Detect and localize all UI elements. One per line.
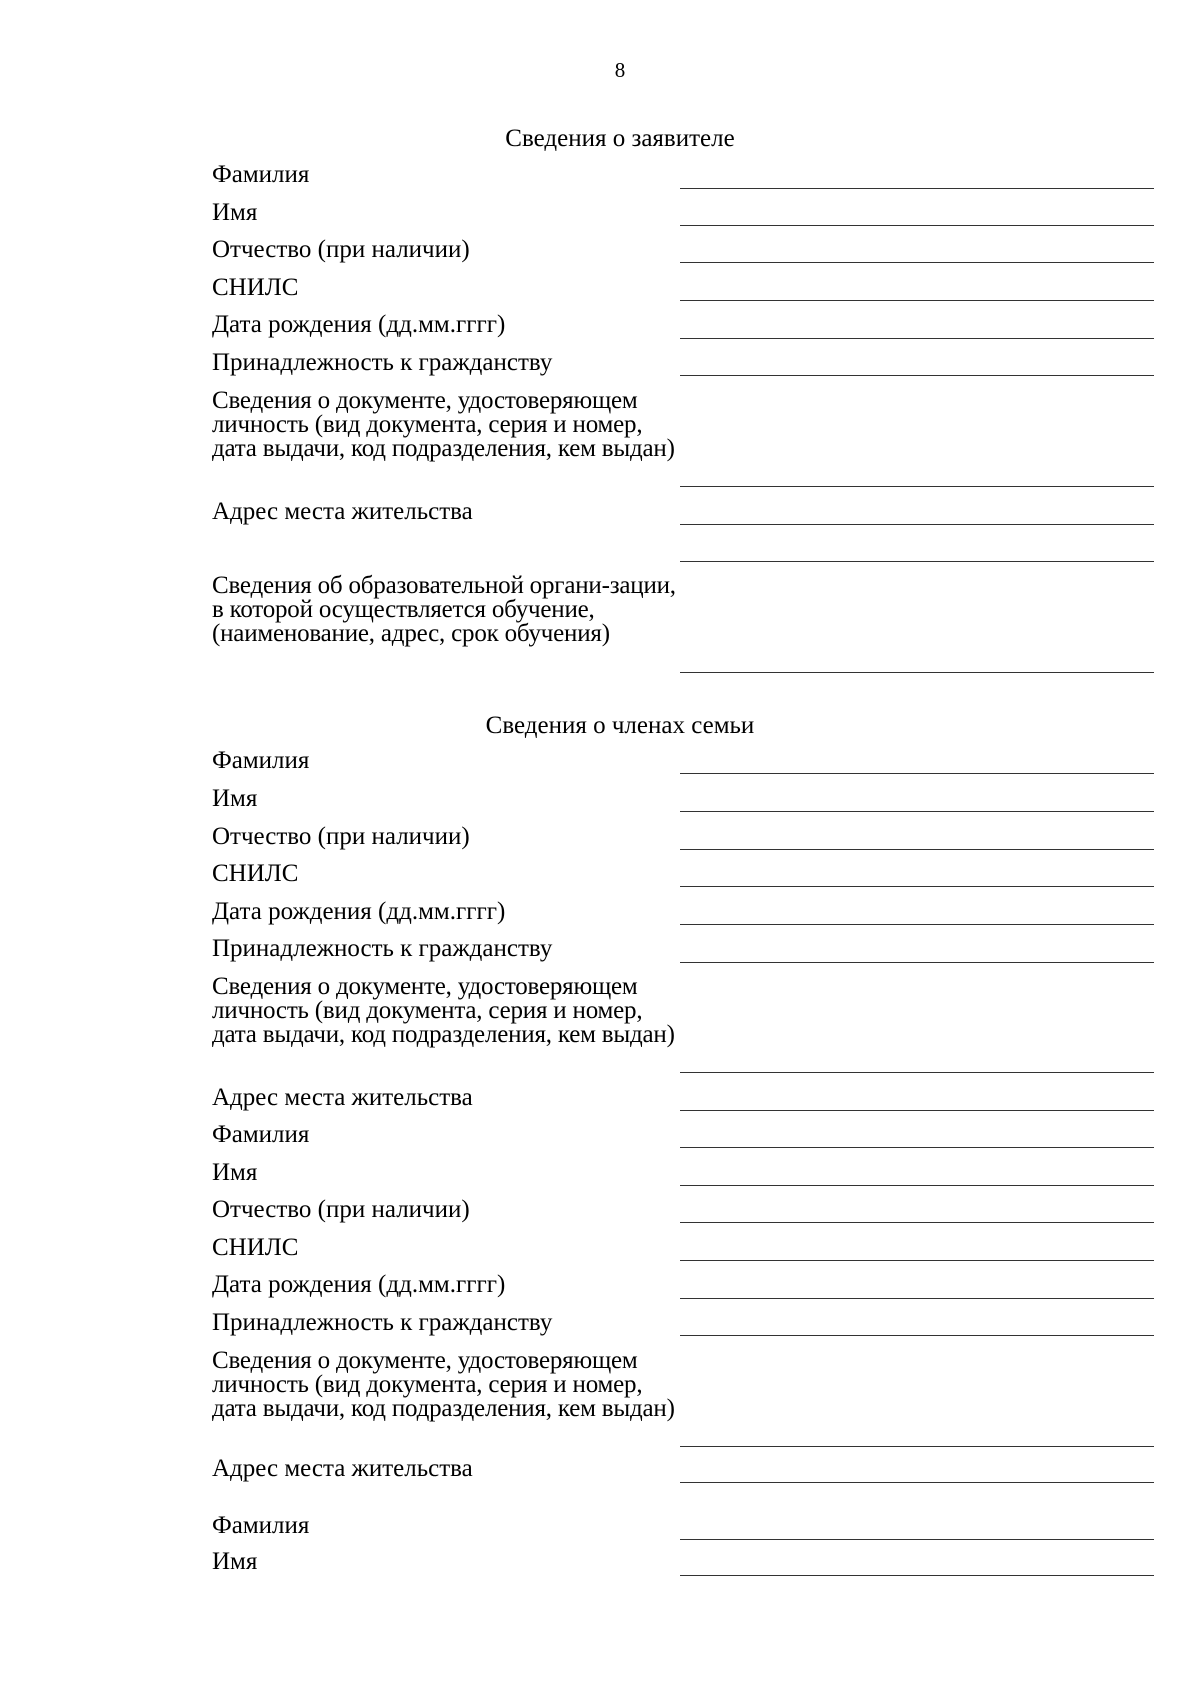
family-member-2-citizenship-label: Принадлежность к гражданству: [212, 1309, 553, 1336]
family-member-1-birth-date-field[interactable]: [680, 924, 1154, 925]
family-member-2-birth-date-label: Дата рождения (дд.мм.гггг): [212, 1271, 506, 1298]
family-member-1-id-document-label: Сведения о документе, удостоверяющем личность (вид документа, серия и номер, дата выдачи, код подразделения, кем выдан): [212, 973, 675, 1048]
applicant-id-document-label: Сведения о документе, удостоверяющем личность (вид документа, серия и номер, дата выдачи, код подразделения, кем выдан): [212, 387, 675, 462]
family-member-1-address-field[interactable]: [680, 1110, 1154, 1111]
family-member-1-birth-date-label: Дата рождения (дд.мм.гггг): [212, 898, 506, 925]
family-member-3-surname-field[interactable]: [680, 1539, 1154, 1540]
applicant-address-field[interactable]: [680, 524, 1154, 525]
family-member-1-name-field[interactable]: [680, 811, 1154, 812]
page-number: 8: [614, 58, 626, 82]
applicant-address-label: Адрес места жительства: [212, 498, 473, 525]
applicant-patronymic-label: Отчество (при наличии): [212, 236, 470, 263]
family-member-2-id-document-field[interactable]: [680, 1446, 1154, 1447]
family-member-2-citizenship-field[interactable]: [680, 1335, 1154, 1336]
family-member-3-surname-label: Фамилия: [212, 1512, 310, 1539]
family-member-1-citizenship-label: Принадлежность к гражданству: [212, 935, 553, 962]
family-member-2-birth-date-field[interactable]: [680, 1298, 1154, 1299]
family-member-1-address-label: Адрес места жительства: [212, 1084, 473, 1111]
applicant-address-field-extra[interactable]: [680, 561, 1154, 562]
family-member-2-surname-field[interactable]: [680, 1147, 1154, 1148]
applicant-name-label: Имя: [212, 199, 258, 226]
family-member-1-id-document-field[interactable]: [680, 1072, 1154, 1073]
family-member-1-snils-label: СНИЛС: [212, 860, 299, 887]
applicant-education-label: Сведения об образовательной органи-зации, в которой осуществляется обучение, (наименование, адрес, срок обучения): [212, 572, 676, 647]
family-member-2-address-label: Адрес места жительства: [212, 1455, 473, 1482]
applicant-surname-field[interactable]: [680, 188, 1154, 189]
applicant-id-document-field[interactable]: [680, 486, 1154, 487]
family-member-1-patronymic-field[interactable]: [680, 849, 1154, 850]
family-member-1-citizenship-field[interactable]: [680, 962, 1154, 963]
applicant-snils-field[interactable]: [680, 300, 1154, 301]
applicant-patronymic-field[interactable]: [680, 262, 1154, 263]
family-member-3-name-label: Имя: [212, 1548, 258, 1575]
applicant-surname-label: Фамилия: [212, 161, 310, 188]
family-member-2-surname-label: Фамилия: [212, 1121, 310, 1148]
family-member-2-name-field[interactable]: [680, 1185, 1154, 1186]
family-member-1-name-label: Имя: [212, 785, 258, 812]
applicant-snils-label: СНИЛС: [212, 274, 299, 301]
applicant-name-field[interactable]: [680, 225, 1154, 226]
family-member-2-name-label: Имя: [212, 1159, 258, 1186]
applicant-citizenship-field[interactable]: [680, 375, 1154, 376]
family-member-2-snils-field[interactable]: [680, 1260, 1154, 1261]
family-member-3-name-field[interactable]: [680, 1575, 1154, 1576]
applicant-birth-date-label: Дата рождения (дд.мм.гггг): [212, 311, 506, 338]
family-member-1-surname-field[interactable]: [680, 773, 1154, 774]
family-member-2-address-field[interactable]: [680, 1482, 1154, 1483]
family-member-2-patronymic-label: Отчество (при наличии): [212, 1196, 470, 1223]
applicant-citizenship-label: Принадлежность к гражданству: [212, 349, 553, 376]
family-member-1-patronymic-label: Отчество (при наличии): [212, 823, 470, 850]
family-member-2-id-document-label: Сведения о документе, удостоверяющем личность (вид документа, серия и номер, дата выдачи, код подразделения, кем выдан): [212, 1347, 675, 1422]
family-section-title: Сведения о членах семьи: [485, 712, 755, 739]
family-member-1-snils-field[interactable]: [680, 886, 1154, 887]
family-member-1-surname-label: Фамилия: [212, 747, 310, 774]
family-member-2-patronymic-field[interactable]: [680, 1222, 1154, 1223]
applicant-section-title: Сведения о заявителе: [505, 125, 735, 152]
applicant-birth-date-field[interactable]: [680, 338, 1154, 339]
family-member-2-snils-label: СНИЛС: [212, 1234, 299, 1261]
applicant-education-field[interactable]: [680, 672, 1154, 673]
